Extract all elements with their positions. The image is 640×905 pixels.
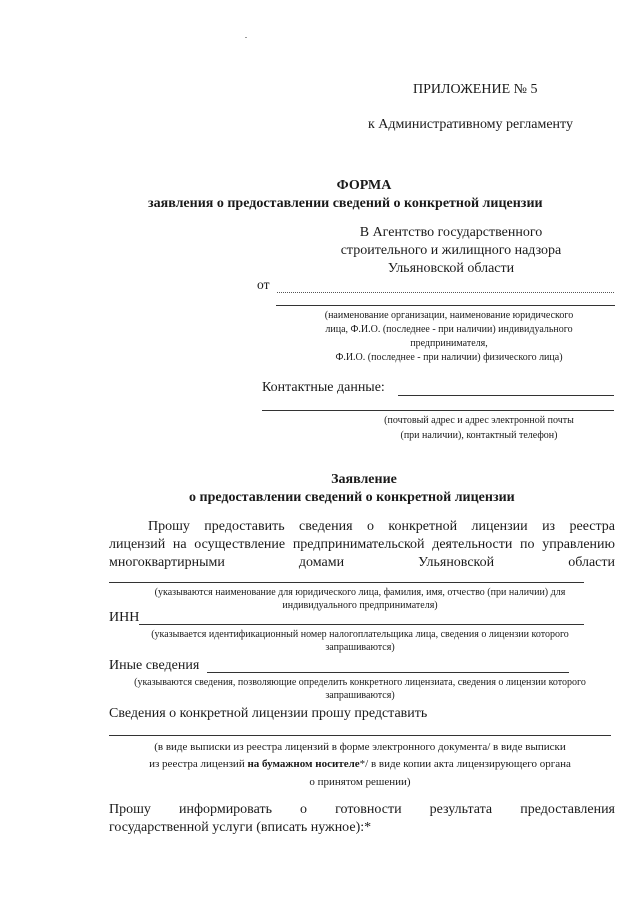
request-line-1: Прошу предоставить сведения о конкретной лицензии из реестра (148, 519, 615, 534)
from-hint-4: Ф.И.О. (последнее - при наличии) физического лица) (335, 352, 563, 363)
provide-hint-3: о принятом решении) (309, 776, 411, 788)
form-title: ФОРМА (336, 178, 392, 193)
inn-label: ИНН (109, 610, 140, 625)
inn-hint-2: запрашиваются) (325, 642, 395, 653)
other-info-field[interactable] (207, 672, 569, 673)
from-hint-1: (наименование организации, наименование юридического (324, 310, 574, 321)
provide-hint-1: (в виде выписки из реестра лицензий в форме электронного документа/ в виде выписки (154, 741, 566, 753)
from-hint-3: предпринимателя, (410, 338, 488, 349)
contacts-field-line-2[interactable] (262, 410, 614, 411)
licensee-name-hint-1: (указываются наименование для юридического лица, фамилия, имя, отчество (при наличии) для (154, 587, 566, 598)
licensee-name-field[interactable] (109, 582, 584, 583)
other-info-label: Иные сведения (109, 658, 200, 673)
inform-line-1: Прошу информировать о готовности результата предоставления (109, 802, 615, 817)
contacts-hint-1: (почтовый адрес и адрес электронной почты (384, 415, 574, 426)
from-field-line-2[interactable] (276, 305, 615, 306)
licensee-name-hint-2: индивидуального предпринимателя) (282, 600, 438, 611)
provide-hint-2-end: */ в виде копии акта лицензирующего органа (359, 758, 571, 770)
contacts-field[interactable] (398, 395, 614, 396)
from-hint-2: лица, Ф.И.О. (последнее - при наличии) индивидуального (325, 324, 573, 335)
from-label: от (257, 277, 270, 292)
addressee-line-3: Ульяновской области (387, 261, 515, 276)
provide-field[interactable] (109, 735, 611, 736)
paper-carrier-emphasis: на бумажном носителе (247, 758, 360, 770)
other-info-hint-2: запрашиваются) (325, 690, 395, 701)
request-line-3: многоквартирными домами Ульяновской области (109, 555, 615, 570)
provide-hint-2-start: из реестра лицензий (149, 758, 248, 770)
request-line-2: лицензий на осуществление предпринимательской деятельности по управлению (109, 537, 615, 552)
inform-line-2: государственной услуги (вписать нужное):* (109, 820, 372, 835)
contacts-label: Контактные данные: (262, 380, 385, 395)
addressee-line-2: строительного и жилищного надзора (340, 243, 562, 258)
contacts-hint-2: (при наличии), контактный телефон) (400, 430, 558, 441)
statement-title: Заявление (331, 472, 397, 487)
other-info-hint-1: (указываются сведения, позволяющие определить конкретного лицензиата, сведения о лицензии которого (134, 677, 586, 688)
inn-field[interactable] (139, 624, 584, 625)
inn-hint-1: (указывается идентификационный номер налогоплательщика лица, сведения о лицензии которого (151, 629, 569, 640)
scan-speck (245, 37, 247, 38)
addressee-line-1: В Агентство государственного (359, 225, 543, 240)
statement-subtitle: о предоставлении сведений о конкретной лицензии (189, 490, 515, 505)
appendix-number: ПРИЛОЖЕНИЕ № 5 (413, 82, 538, 97)
to-regulation: к Административному регламенту (368, 117, 573, 132)
provide-hint-2 (100, 756, 620, 773)
provide-label: Сведения о конкретной лицензии прошу представить (109, 706, 428, 721)
from-field[interactable] (277, 292, 614, 293)
form-subtitle: заявления о предоставлении сведений о конкретной лицензии (148, 196, 543, 211)
